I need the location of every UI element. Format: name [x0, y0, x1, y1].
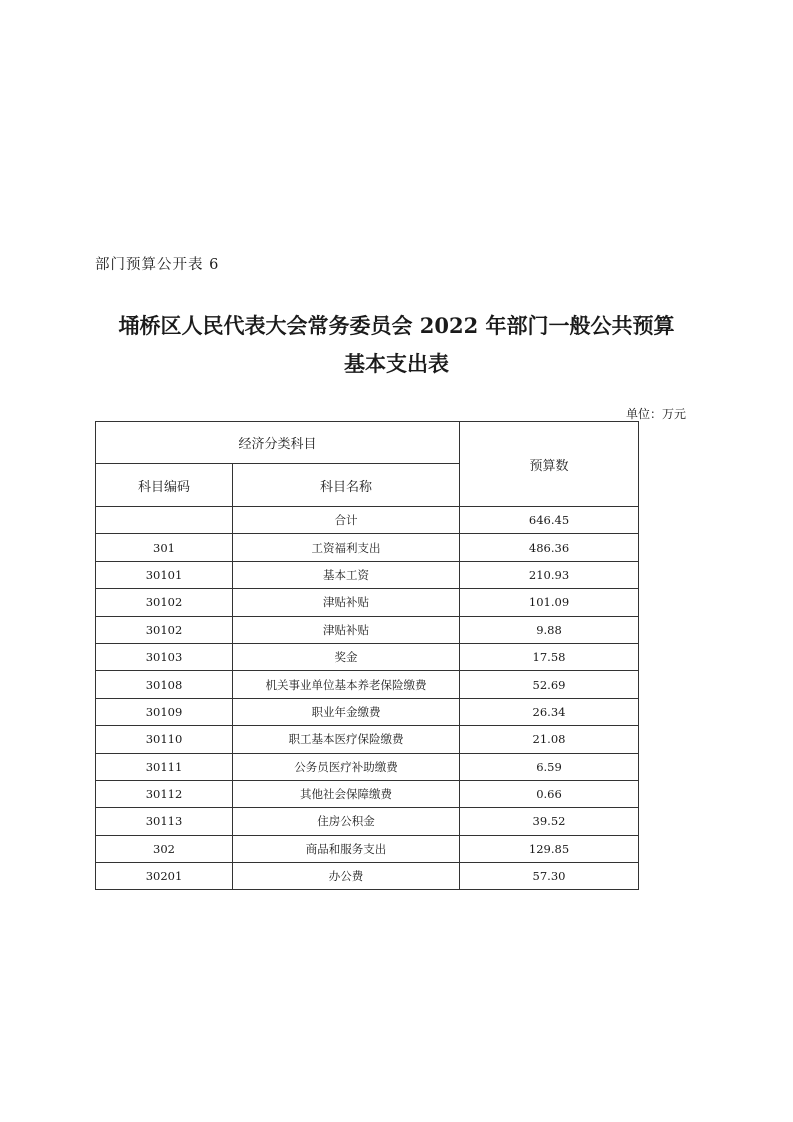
cell-amount: 646.45: [460, 507, 639, 534]
cell-code: 30113: [96, 808, 233, 835]
cell-code: 30109: [96, 698, 233, 725]
cell-amount: 486.36: [460, 534, 639, 561]
table-row: [96, 863, 639, 890]
table-row: [96, 671, 639, 698]
cell-amount: 26.34: [460, 698, 639, 725]
cell-code: 30108: [96, 671, 233, 698]
cell-name: 工资福利支出: [233, 534, 460, 561]
cell-code: 30112: [96, 780, 233, 807]
column-header-code: 科目编码: [96, 464, 233, 507]
cell-code: 30110: [96, 726, 233, 753]
cell-code: [96, 507, 233, 534]
table-row: [96, 561, 639, 588]
cell-code: 301: [96, 534, 233, 561]
cell-name: 商品和服务支出: [233, 835, 460, 862]
table-row: [96, 507, 639, 534]
page-title-line-1: 埇桥区人民代表大会常务委员会 2022 年部门一般公共预算: [118, 313, 675, 338]
table-row: [96, 753, 639, 780]
table-row: [96, 835, 639, 862]
cell-name: 津贴补贴: [233, 589, 460, 616]
budget-table: [95, 421, 639, 890]
cell-amount: 52.69: [460, 671, 639, 698]
table-row: [96, 808, 639, 835]
page-title-line-2: 基本支出表: [344, 351, 449, 376]
document-label: 部门预算公开表 6: [95, 257, 220, 273]
cell-amount: 39.52: [460, 808, 639, 835]
cell-code: 30102: [96, 589, 233, 616]
cell-name: 公务员医疗补助缴费: [233, 753, 460, 780]
cell-name: 其他社会保障缴费: [233, 780, 460, 807]
cell-amount: 6.59: [460, 753, 639, 780]
cell-code: 30102: [96, 616, 233, 643]
table-row: [96, 643, 639, 670]
cell-name: 住房公积金: [233, 808, 460, 835]
cell-code: 30111: [96, 753, 233, 780]
cell-amount: 9.88: [460, 616, 639, 643]
cell-name: 合计: [233, 507, 460, 534]
cell-name: 基本工资: [233, 561, 460, 588]
cell-amount: 129.85: [460, 835, 639, 862]
cell-name: 职业年金缴费: [233, 698, 460, 725]
table-row: [96, 698, 639, 725]
table-row: [96, 589, 639, 616]
cell-code: 302: [96, 835, 233, 862]
cell-name: 津贴补贴: [233, 616, 460, 643]
cell-name: 机关事业单位基本养老保险缴费: [233, 671, 460, 698]
cell-amount: 0.66: [460, 780, 639, 807]
table-row: [96, 726, 639, 753]
cell-amount: 101.09: [460, 589, 639, 616]
cell-name: 奖金: [233, 643, 460, 670]
unit-label: 单位：万元: [625, 407, 686, 421]
table-row: [96, 616, 639, 643]
column-header-amount: 预算数: [460, 422, 639, 507]
table-row: [96, 534, 639, 561]
page-title: [0, 307, 793, 383]
cell-code: 30103: [96, 643, 233, 670]
cell-code: 30201: [96, 863, 233, 890]
cell-name: 办公费: [233, 863, 460, 890]
table-row: [96, 780, 639, 807]
cell-amount: 57.30: [460, 863, 639, 890]
cell-amount: 21.08: [460, 726, 639, 753]
column-header-name: 科目名称: [233, 464, 460, 507]
cell-name: 职工基本医疗保险缴费: [233, 726, 460, 753]
cell-code: 30101: [96, 561, 233, 588]
cell-amount: 210.93: [460, 561, 639, 588]
group-header-economic-category: 经济分类科目: [96, 422, 460, 464]
cell-amount: 17.58: [460, 643, 639, 670]
